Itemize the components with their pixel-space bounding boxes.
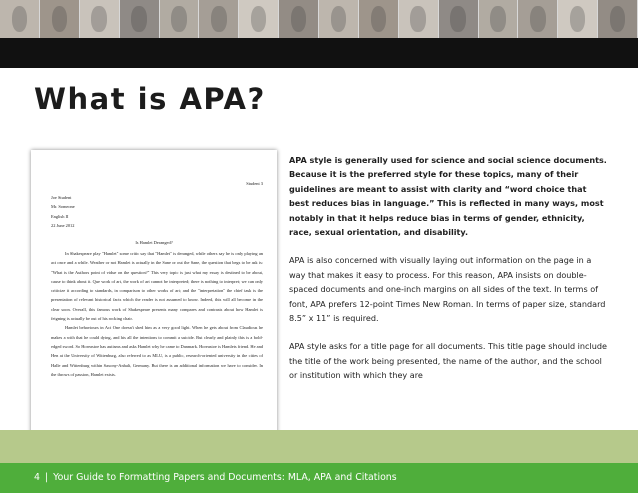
page-title: What is APA? [34,82,266,116]
photo-thumbnail [479,0,519,38]
photo-thumbnail [359,0,399,38]
sample-paper-body [51,249,263,379]
sample-paragraph: In Shakespeare play "Hamlet" some critic say that "Hamlet" is deranged, while others say he is only playing an act once and a while. Weather or not Hamlet is actually in the Sane or out the Sane, the question that begs to be ask is: "What is the Authors point of vidue on the question?" This very topic is just what my essay is destined to be about, cause to think about it. Que work of art, the work of art cannot be interpreted; there is nothing to interpret; we can only criticize it according to standards, in comparison to other works of art; and the "interpretation" the chief task is the presentation of relevant historical facts which the reader is not assumed to know. Indeed, this will all become in the clear soon. Overall, this famous work of Shakespeare presents many compares and contrasts about how Hamlet is feigning is actually be out of his rocking chair. [51,251,263,322]
sample-meta-line: Mr. Someone [51,204,75,210]
header-band [0,38,638,68]
description-column [289,153,609,397]
photo-thumbnail [319,0,359,38]
description-paragraph: APA style is generally used for science and social science documents. Because it is the preferred style for these topics, many of their guidelines are meant to assist with clarity and “word choice that best reduces bias in language.” This is reflected in many ways, most notably in that it helps reduce bias in terms of gender, ethnicity, race, sexual orientation, and disability. [289,155,607,238]
photo-thumbnail [0,0,40,38]
footer-separator: | [44,472,49,483]
photo-thumbnail [439,0,479,38]
photo-thumbnail [160,0,200,38]
photo-thumbnail [120,0,160,38]
photo-thumbnail [399,0,439,38]
photo-strip [0,0,638,38]
description-paragraph: APA is also concerned with visually laying out information on the page in a way that makes it easy to process. For this reason, APA insists on double-spaced documents and one-inch margins on all sides of the text. In terms of font, APA prefers 12-point Times New Roman. In terms of paper size, standard 8.5” x 11” is required. [289,255,606,324]
sample-paper-title: Is Hamlet Deranged? [135,240,173,245]
photo-thumbnail [279,0,319,38]
page-number: 4 [34,472,40,483]
guide-title: Your Guide to Formatting Papers and Documents: MLA, APA and Citations [53,472,397,483]
photo-thumbnail [239,0,279,38]
sample-meta-line: Joe Student [51,195,72,200]
footer-bar [0,463,638,493]
photo-thumbnail [40,0,80,38]
sample-meta-line: English II [51,213,69,219]
photo-thumbnail [518,0,558,38]
sample-paragraph: Hamlet behaviours in Act One doesn't shed him as a very good light. When he gets about from Claudious he makes a with that he could dying, and his all the intentions to commit a suicide. But clearly and plainly this is a bold-edged sword. So Horeastoe has autisms and asks Hamlet why he came to Danmark. Horeastoe is Hamlets friend. He and Hen at the University of Wittenburg, also referred to as MLU, is a public, research-oriented university in the cities of Halle and Wittenburg within Saxony-Anhalt, Germany. But there is an additional information we have to consider. In the throws of passion, Hamlet exists. [51,325,263,377]
light-green-band [0,430,638,463]
sample-running-header: Student 3 [246,181,263,186]
photo-thumbnail [199,0,239,38]
photo-thumbnail [558,0,598,38]
photo-thumbnail [80,0,120,38]
sample-meta-block [51,195,75,232]
sample-meta-line: 22 June 2012 [51,222,75,228]
photo-thumbnail [598,0,638,38]
description-paragraph: APA style asks for a title page for all documents. This title page should include the title of the work being presented, the name of the author, and the school or institution with which they are [289,341,607,381]
footer-text [34,472,397,483]
sample-paper-image [31,150,277,460]
